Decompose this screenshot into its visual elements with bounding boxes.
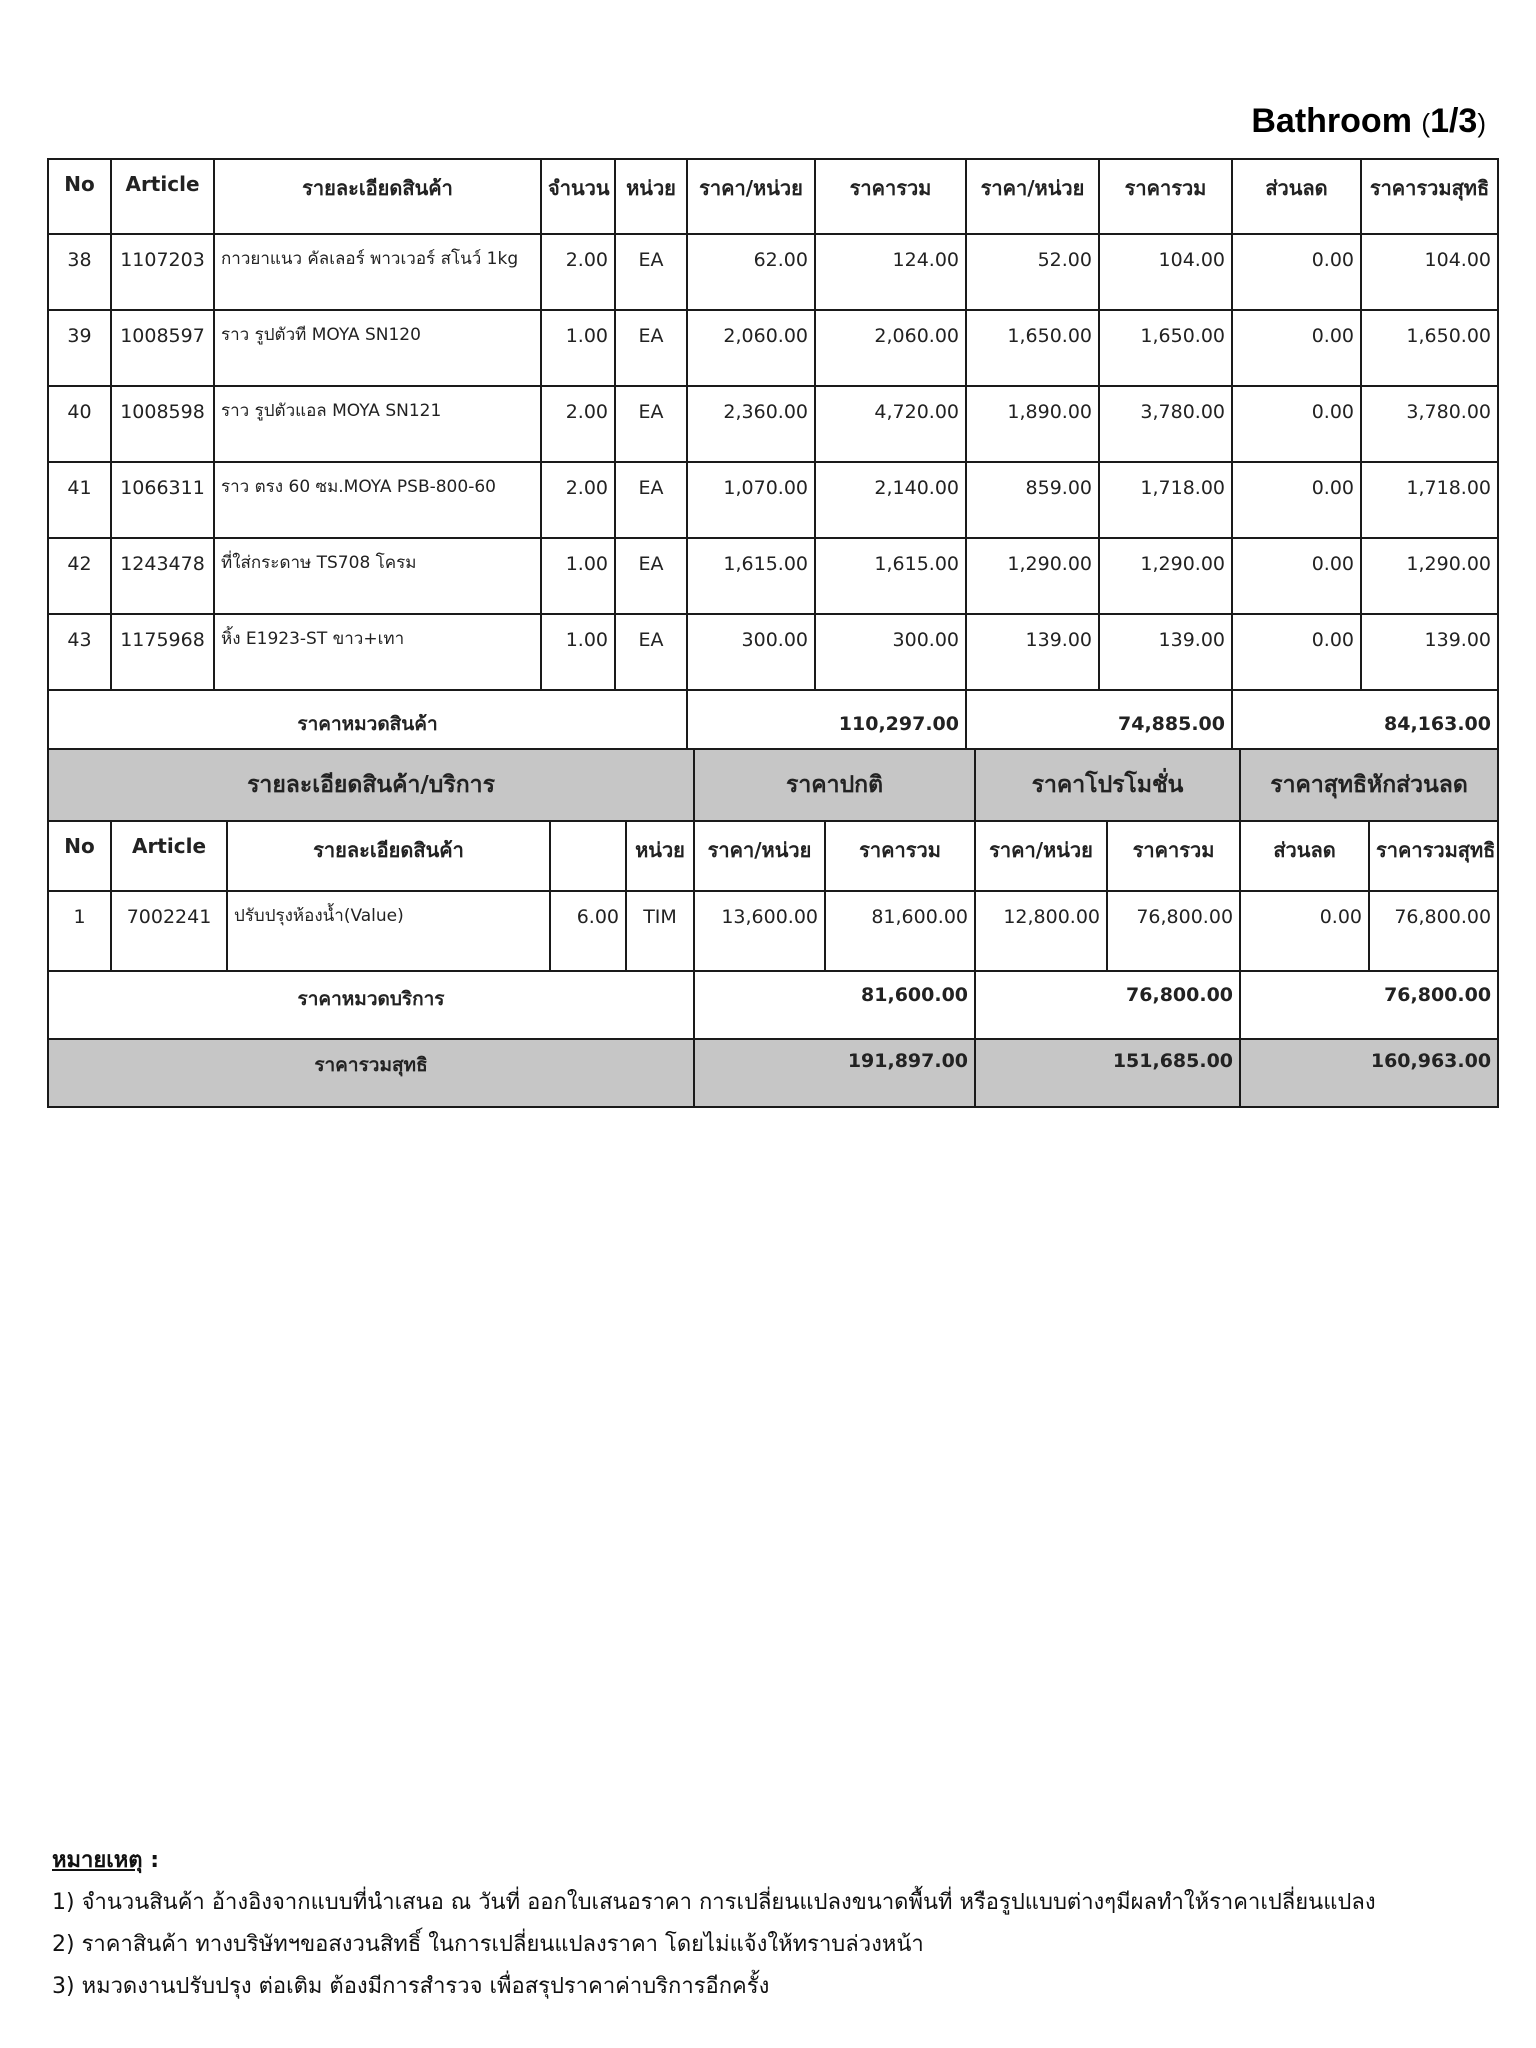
items-table [47,158,1499,759]
note-line: 3) หมวดงานปรับปรุง ต่อเติม ต้องมีการสำรวจ เพื่อสรุปราคาค่าบริการอีกครั้ง [52,1974,770,1999]
group-promo-price: ราคาโปรโมชั่น [975,749,1240,821]
group-detail: รายละเอียดสินค้า/บริการ [48,749,694,821]
page-title: Bathroom (1/3) [1251,102,1486,140]
note-line: 1) จำนวนสินค้า อ้างอิงจากแบบที่นำเสนอ ณ วันที่ ออกใบเสนอราคา การเปลี่ยนแปลงขนาดพื้นที่ หรือรูปแบบต่างๆมีผลทำให้ราคาเปลี่ยนแปลง [52,1890,1376,1915]
items-subtotal-label: ราคาหมวดสินค้า [48,690,687,758]
col-promo-unit-price: ราคา/หน่วย [975,821,1107,891]
services-subtotal-normal: 81,600.00 [694,971,975,1039]
col-no: No [48,159,111,234]
services-header-row [48,821,1498,891]
table-row: 1 7002241 ปรับปรุงห้องน้ำ(Value) 6.00 TIM 13,600.00 81,600.00 12,800.00 76,800.00 0.00 76,800.00 [48,891,1498,971]
services-subtotal-net: 76,800.00 [1240,971,1498,1039]
col-description: รายละเอียดสินค้า [214,159,541,234]
table-row: 43 1175968 หิ้ง E1923-ST ขาว+เทา 1.00 EA 300.00 300.00 139.00 139.00 0.00 139.00 [48,614,1498,690]
col-unit: หน่วย [615,159,687,234]
services-subtotal-row [48,971,1498,1039]
col-net-total: ราคารวมสุทธิ [1369,821,1498,891]
col-total: ราคารวม [815,159,966,234]
table-row: 42 1243478 ที่ใส่กระดาษ TS708 โครม 1.00 EA 1,615.00 1,615.00 1,290.00 1,290.00 0.00 1,290.00 [48,538,1498,614]
note-line: 2) ราคาสินค้า ทางบริษัทฯขอสงวนสิทธิ์ ในการเปลี่ยนแปลงราคา โดยไม่แจ้งให้ทราบล่วงหน้า [52,1932,924,1957]
title-main: Bathroom [1251,102,1412,140]
col-description: รายละเอียดสินค้า [227,821,550,891]
grand-total-row [48,1039,1498,1107]
group-net-price: ราคาสุทธิหักส่วนลด [1240,749,1498,821]
items-header-row [48,159,1498,234]
col-total: ราคารวม [825,821,975,891]
col-unit-price: ราคา/หน่วย [687,159,815,234]
items-subtotal-net: 84,163.00 [1232,690,1498,758]
services-subtotal-label: ราคาหมวดบริการ [48,971,694,1039]
table-row: 39 1008597 ราว รูปตัวที MOYA SN120 1.00 EA 2,060.00 2,060.00 1,650.00 1,650.00 0.00 1,650.00 [48,310,1498,386]
notes-section: หมายเหตุ : 1) จำนวนสินค้า อ้างอิงจากแบบที่นำเสนอ ณ วันที่ ออกใบเสนอราคา การเปลี่ยนแปลงขนาดพื้นที่ หรือรูปแบบต่างๆมีผลทำให้ราคาเปลี่ยนแปลง 2) ราคาสินค้า ทางบริษัทฯขอสงวนสิทธิ์ ในการเปลี่ยนแปลงราคา โดยไม่แจ้งให้ทราบล่วงหน้า 3) หมวดงานปรับปรุง ต่อเติม ต้องมีการสำรวจ เพื่อสรุปราคาค่าบริการอีกครั้ง [52,1840,1376,2008]
items-subtotal-normal: 110,297.00 [687,690,966,758]
col-article: Article [111,821,227,891]
table-row: 41 1066311 ราว ตรง 60 ซม.MOYA PSB-800-60 2.00 EA 1,070.00 2,140.00 859.00 1,718.00 0.00 1,718.00 [48,462,1498,538]
col-net-total: ราคารวมสุทธิ [1361,159,1498,234]
col-article: Article [111,159,214,234]
col-promo-total: ราคารวม [1107,821,1240,891]
group-normal-price: ราคาปกติ [694,749,975,821]
col-discount: ส่วนลด [1240,821,1369,891]
page-indicator: 1/3 [1430,102,1478,140]
col-no: No [48,821,111,891]
services-table [47,748,1499,1108]
table-row: 38 1107203 กาวยาแนว คัลเลอร์ พาวเวอร์ สโนว์ 1kg 2.00 EA 62.00 124.00 52.00 104.00 0.00 104.00 [48,234,1498,310]
grand-total-promo: 151,685.00 [975,1039,1240,1107]
grand-total-normal: 191,897.00 [694,1039,975,1107]
col-promo-unit-price: ราคา/หน่วย [966,159,1099,234]
services-group-header-row [48,749,1498,821]
col-promo-total: ราคารวม [1099,159,1232,234]
col-unit-price: ราคา/หน่วย [694,821,825,891]
services-subtotal-promo: 76,800.00 [975,971,1240,1039]
grand-total-net: 160,963.00 [1240,1039,1498,1107]
col-qty [550,821,626,891]
grand-total-label: ราคารวมสุทธิ [48,1039,694,1107]
col-unit: หน่วย [626,821,694,891]
table-row: 40 1008598 ราว รูปตัวแอล MOYA SN121 2.00 EA 2,360.00 4,720.00 1,890.00 3,780.00 0.00 3,780.00 [48,386,1498,462]
col-qty: จำนวน [541,159,615,234]
col-discount: ส่วนลด [1232,159,1361,234]
items-subtotal-promo: 74,885.00 [966,690,1232,758]
notes-heading: หมายเหตุ [52,1848,143,1873]
